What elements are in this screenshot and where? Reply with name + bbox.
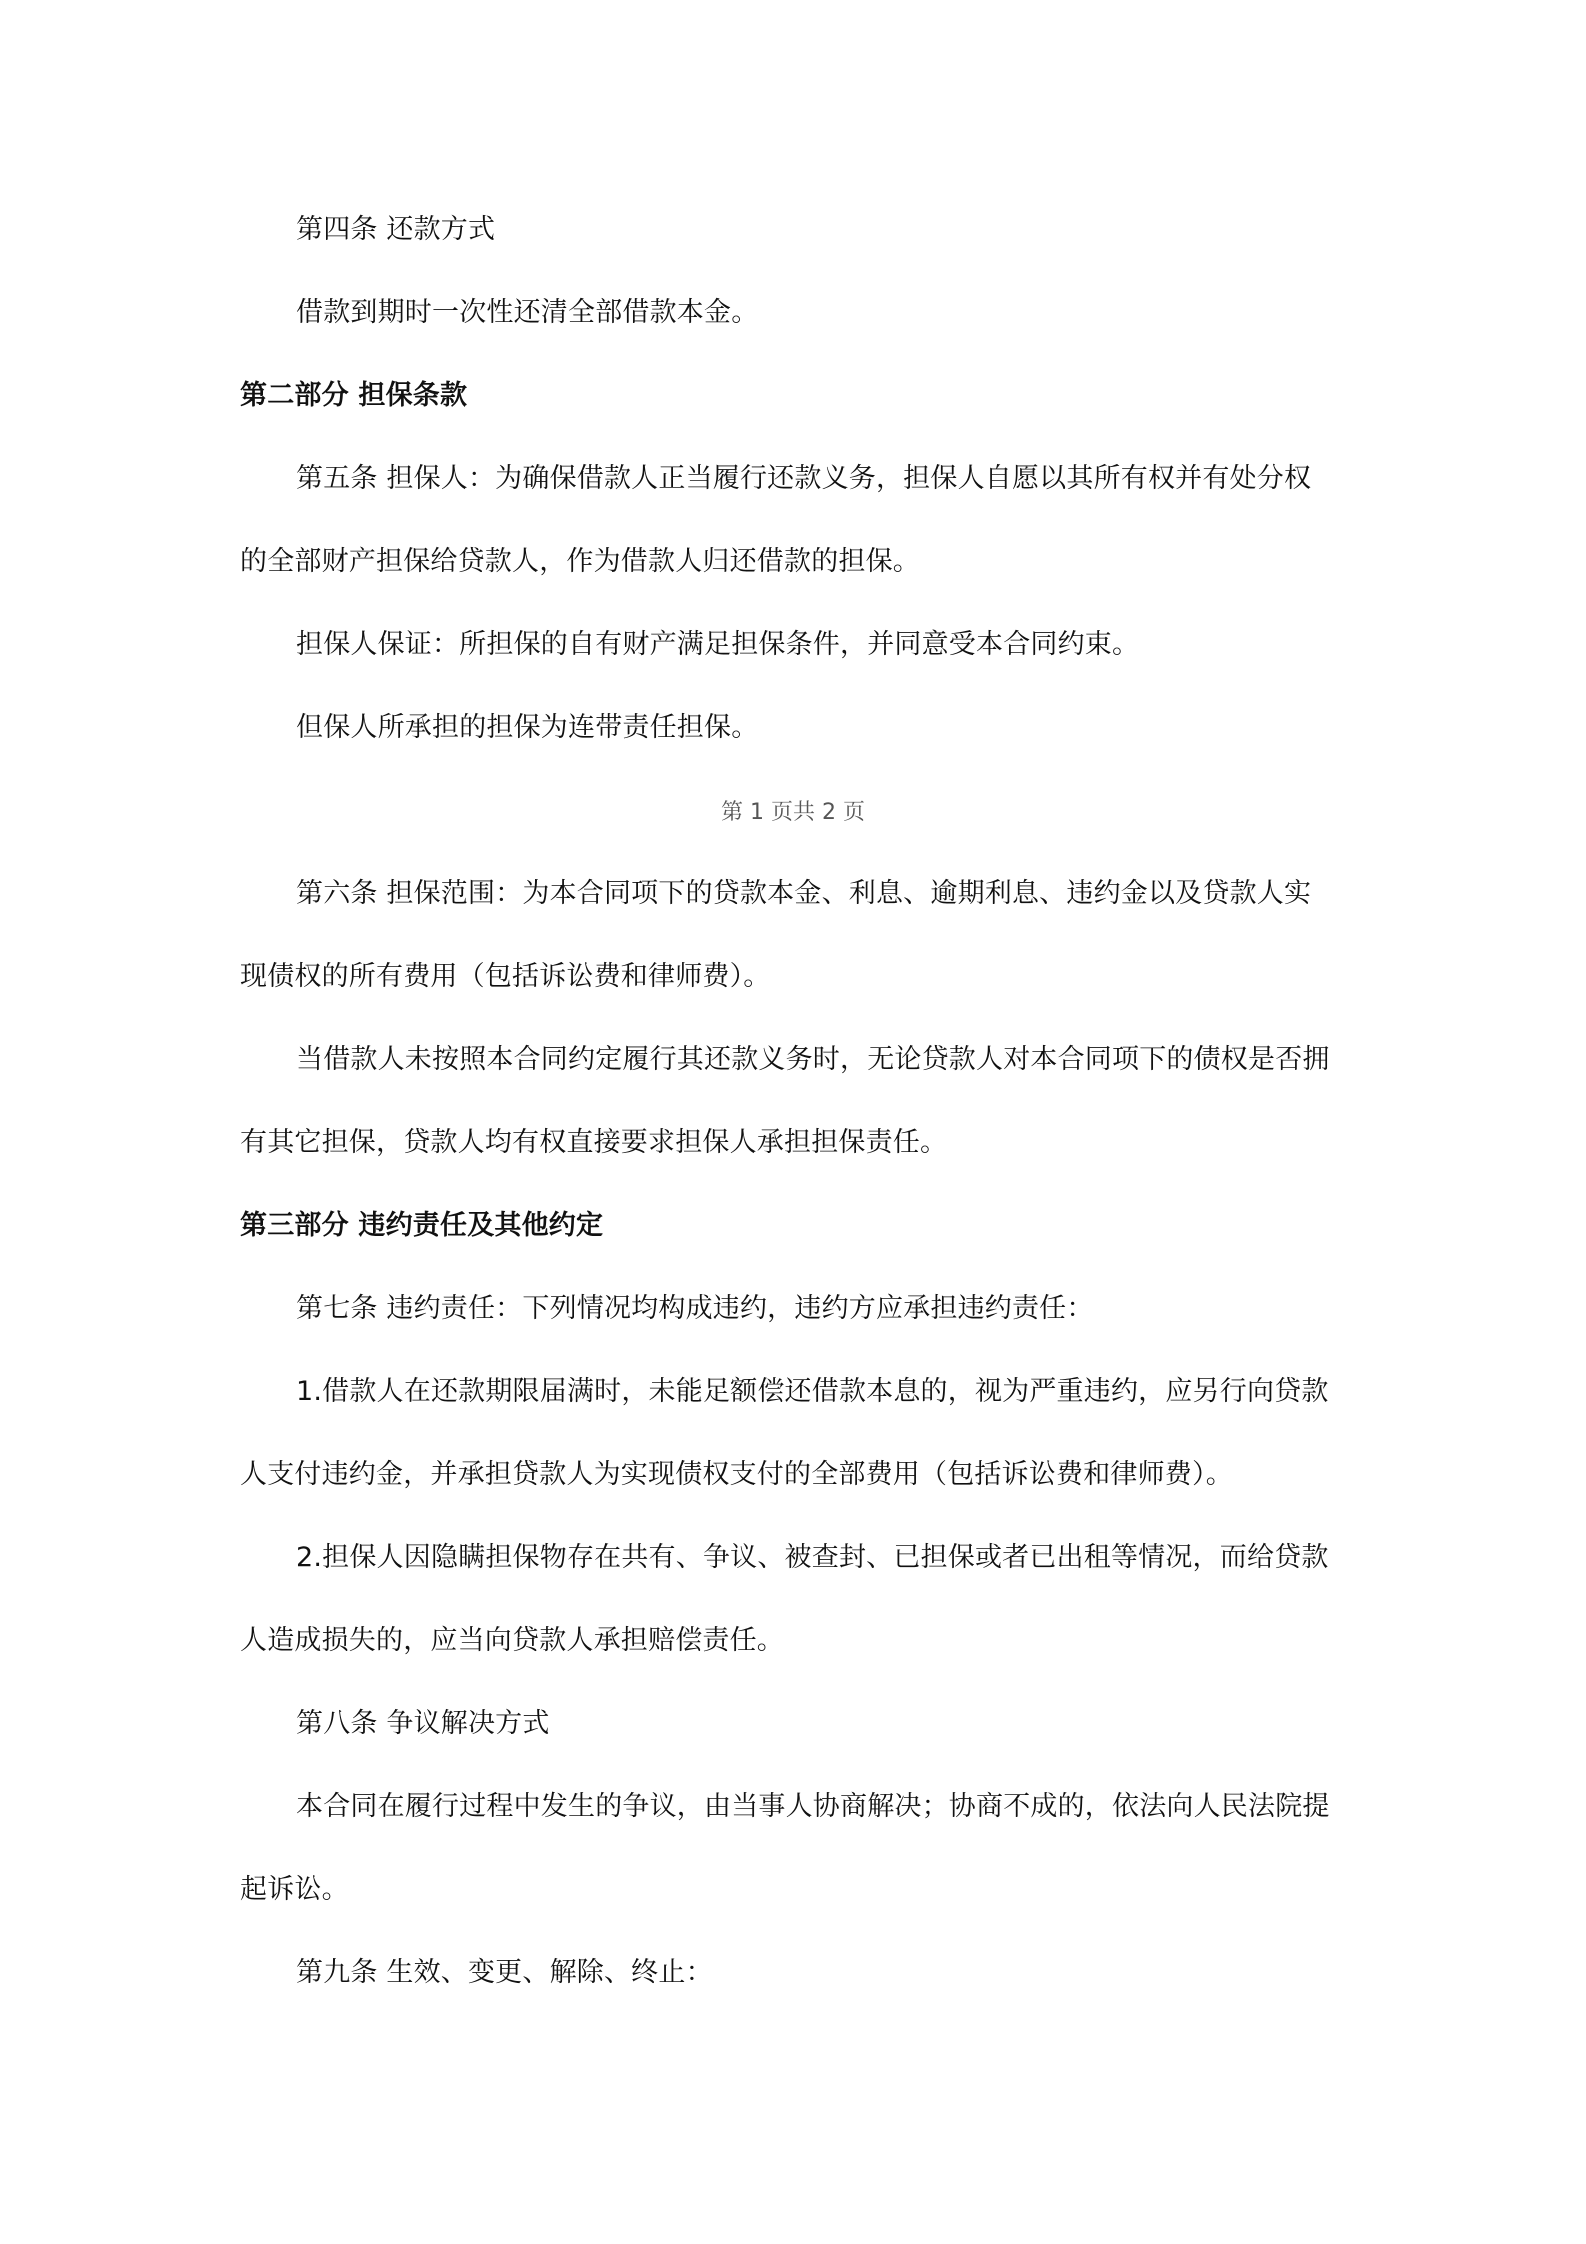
article-9-title: 第九条 生效、变更、解除、终止： (296, 1957, 713, 1988)
article-4-title: 第四条 还款方式 (296, 214, 496, 245)
guarantee-clause-line-2: 有其它担保，贷款人均有权直接要求担保人承担担保责任。 (240, 1127, 948, 1158)
guarantee-clause-line-1: 当借款人未按照本合同约定履行其还款义务时，无论贷款人对本合同项下的债权是否拥 (296, 1044, 1330, 1075)
article-4-text: 借款到期时一次性还清全部借款本金。 (296, 297, 759, 328)
article-6-line-1: 第六条 担保范围：为本合同项下的贷款本金、利息、逾期利息、违约金以及贷款人实 (296, 878, 1312, 909)
breach-item-2-line-1: 2.担保人因隐瞒担保物存在共有、争议、被查封、已担保或者已出租等情况，而给贷款 (296, 1542, 1329, 1573)
breach-item-1-line-1: 1.借款人在还款期限届满时，未能足额偿还借款本息的，视为严重违约，应另行向贷款 (296, 1376, 1329, 1407)
breach-item-1-line-2: 人支付违约金，并承担贷款人为实现债权支付的全部费用（包括诉讼费和律师费）。 (240, 1459, 1233, 1490)
guarantor-assurance: 担保人保证：所担保的自有财产满足担保条件，并同意受本合同约束。 (296, 629, 1140, 660)
page-footer: 第 1 页共 2 页 (721, 800, 865, 825)
article-8-line-2: 起诉讼。 (240, 1874, 349, 1905)
joint-liability-text: 但保人所承担的担保为连带责任担保。 (296, 712, 759, 743)
article-6-line-2: 现债权的所有费用（包括诉讼费和律师费）。 (240, 961, 771, 992)
article-5-line-2: 的全部财产担保给贷款人，作为借款人归还借款的担保。 (240, 546, 920, 577)
article-5-line-1: 第五条 担保人：为确保借款人正当履行还款义务，担保人自愿以其所有权并有处分权 (296, 463, 1312, 494)
breach-item-2-line-2: 人造成损失的，应当向贷款人承担赔偿责任。 (240, 1625, 784, 1656)
article-8-title: 第八条 争议解决方式 (296, 1708, 550, 1739)
article-8-line-1: 本合同在履行过程中发生的争议，由当事人协商解决；协商不成的，依法向人民法院提 (296, 1791, 1330, 1822)
part-3-heading: 第三部分 违约责任及其他约定 (240, 1210, 604, 1241)
article-7-title: 第七条 违约责任：下列情况均构成违约，违约方应承担违约责任： (296, 1293, 1094, 1324)
part-2-heading: 第二部分 担保条款 (240, 380, 468, 411)
